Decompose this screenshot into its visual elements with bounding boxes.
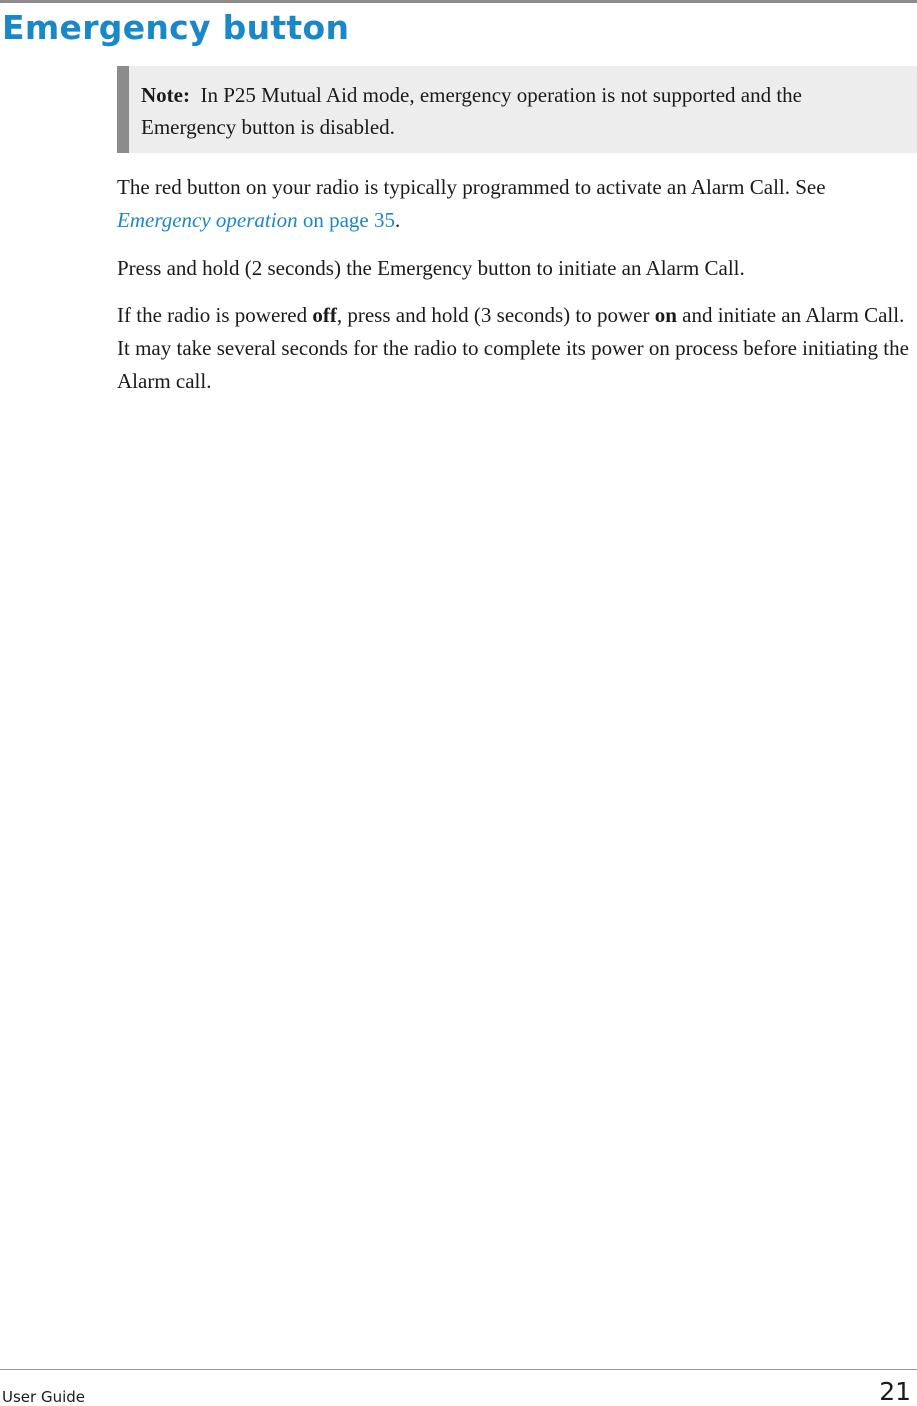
paragraph-text: and initiate an Alarm Call. It may take several seconds for the radio to complete its power on process before initiating the Alarm call.: [117, 303, 909, 393]
top-rule: [0, 0, 917, 3]
footer-doc-name: User Guide: [2, 1388, 86, 1406]
paragraph-text: , press and hold (3 seconds) to power: [336, 303, 655, 327]
cross-reference-link[interactable]: Emergency operation: [117, 208, 298, 232]
paragraph-text: .: [395, 208, 401, 232]
bold-on: on: [654, 303, 677, 327]
footer-rule: [0, 1369, 917, 1370]
paragraph-text: If the radio is powered: [117, 303, 313, 327]
paragraph-powered-off: [117, 299, 917, 398]
paragraph-alarm-call: [117, 171, 917, 237]
footer-page-number: 21: [879, 1377, 911, 1406]
note-box: [117, 66, 917, 153]
paragraph-press-hold: Press and hold (2 seconds) the Emergency button to initiate an Alarm Call.: [117, 256, 745, 280]
section-heading: Emergency button: [2, 8, 350, 47]
cross-reference-page-link[interactable]: on page 35: [302, 208, 395, 232]
note-label: Note:: [141, 83, 190, 107]
note-text: In P25 Mutual Aid mode, emergency operation is not supported and the Emergency button is disabled.: [141, 83, 802, 139]
bold-off: off: [312, 303, 337, 327]
paragraph-text: The red button on your radio is typically programmed to activate an Alarm Call. See: [117, 175, 826, 199]
